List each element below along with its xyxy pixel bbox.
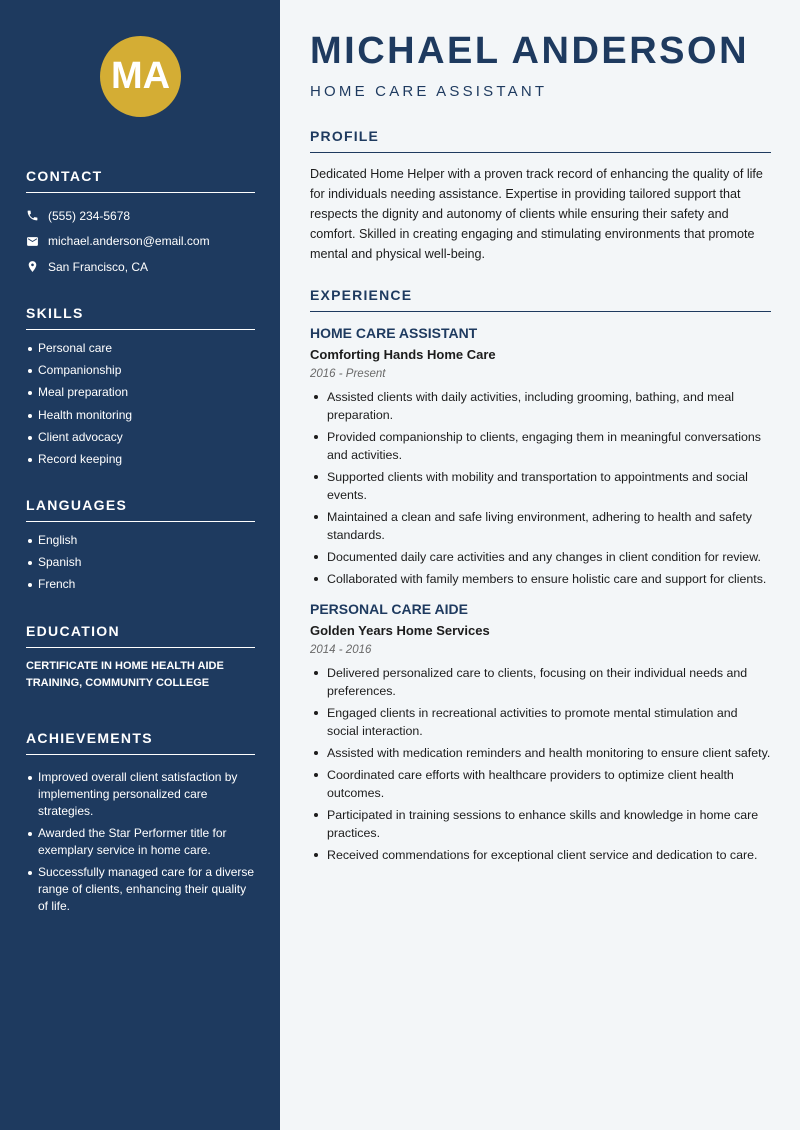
contact-heading: CONTACT (26, 168, 255, 193)
skill-item: Health monitoring (26, 407, 255, 424)
candidate-name: MICHAEL ANDERSON (310, 30, 750, 72)
education-section (26, 623, 255, 692)
profile-heading: PROFILE (310, 128, 771, 153)
languages-list (26, 532, 255, 593)
job-bullet: Assisted with medication reminders and health monitoring to ensure client safety. (310, 744, 771, 762)
language-item: English (26, 532, 255, 549)
contact-phone-text: (555) 234-5678 (48, 208, 131, 223)
sidebar (0, 0, 280, 1130)
language-item: Spanish (26, 554, 255, 571)
achievement-item: Successfully managed care for a diverse range of clients, enhancing their quality of life. (26, 864, 255, 915)
candidate-title: HOME CARE ASSISTANT (310, 83, 548, 100)
experience-heading: EXPERIENCE (310, 287, 771, 312)
job-bullet: Documented daily care activities and any changes in client condition for review. (310, 548, 771, 566)
contact-section (26, 168, 255, 280)
education-entry: CERTIFICATE IN HOME HEALTH AIDE TRAINING, COMMUNITY COLLEGE (26, 660, 224, 689)
skill-item: Record keeping (26, 451, 255, 468)
achievement-item: Awarded the Star Performer title for exemplary service in home care. (26, 825, 255, 859)
job-bullet: Participated in training sessions to enhance skills and knowledge in home care practices. (310, 806, 771, 842)
skills-section (26, 305, 255, 473)
job-bullet: Received commendations for exceptional client service and dedication to care. (310, 846, 771, 864)
skills-heading: SKILLS (26, 305, 255, 330)
job-bullets (310, 388, 771, 588)
job-title: HOME CARE ASSISTANT (310, 325, 478, 341)
education-heading: EDUCATION (26, 623, 255, 648)
skills-list (26, 340, 255, 468)
achievement-item: Improved overall client satisfaction by implementing personalized care strategies. (26, 769, 255, 820)
job-bullet: Assisted clients with daily activities, including grooming, bathing, and meal preparation. (310, 388, 771, 424)
email-icon (26, 235, 48, 248)
achievements-list (26, 769, 255, 915)
location-pin-icon (26, 260, 48, 273)
job-dates: 2016 - Present (310, 368, 386, 380)
languages-section (26, 497, 255, 599)
achievements-section (26, 730, 255, 921)
contact-list (26, 203, 255, 280)
job-bullet: Engaged clients in recreational activities to promote mental stimulation and social interaction. (310, 704, 771, 740)
job-company: Golden Years Home Services (310, 623, 490, 638)
contact-email (26, 229, 255, 255)
profile-section (310, 128, 771, 264)
contact-location-text: San Francisco, CA (48, 259, 149, 274)
job-bullets (310, 664, 771, 864)
job-bullet: Maintained a clean and safe living environment, adhering to health and safety standards. (310, 508, 771, 544)
job-entry (310, 325, 771, 588)
job-bullet: Collaborated with family members to ensure holistic care and support for clients. (310, 570, 771, 588)
language-item: French (26, 576, 255, 593)
achievements-heading: ACHIEVEMENTS (26, 730, 255, 755)
job-bullet: Delivered personalized care to clients, focusing on their individual needs and preferences. (310, 664, 771, 700)
job-title: PERSONAL CARE AIDE (310, 601, 468, 617)
contact-email-text: michael.anderson@email.com (48, 234, 210, 249)
contact-phone (26, 203, 255, 229)
languages-heading: LANGUAGES (26, 497, 255, 522)
job-bullet: Supported clients with mobility and transportation to appointments and social events. (310, 468, 771, 504)
avatar: MA (100, 36, 181, 117)
job-entry (310, 601, 771, 864)
skill-item: Personal care (26, 340, 255, 357)
skill-item: Companionship (26, 362, 255, 379)
skill-item: Meal preparation (26, 384, 255, 401)
job-dates: 2014 - 2016 (310, 644, 372, 656)
profile-text: Dedicated Home Helper with a proven track record of enhancing the quality of life for individuals needing assistance. Expertise in providing tailored support that respects the dignity and autonomy of clients while ensuring their safety and comfort. Skilled in creating engaging and stimulating environments that promote mental and physical well-being. (310, 167, 763, 261)
job-company: Comforting Hands Home Care (310, 347, 496, 362)
job-bullet: Coordinated care efforts with healthcare providers to optimize client health outcomes. (310, 766, 771, 802)
phone-icon (26, 209, 48, 222)
skill-item: Client advocacy (26, 429, 255, 446)
job-bullet: Provided companionship to clients, engaging them in meaningful conversations and activities. (310, 428, 771, 464)
contact-location (26, 254, 255, 280)
experience-section (310, 287, 771, 868)
